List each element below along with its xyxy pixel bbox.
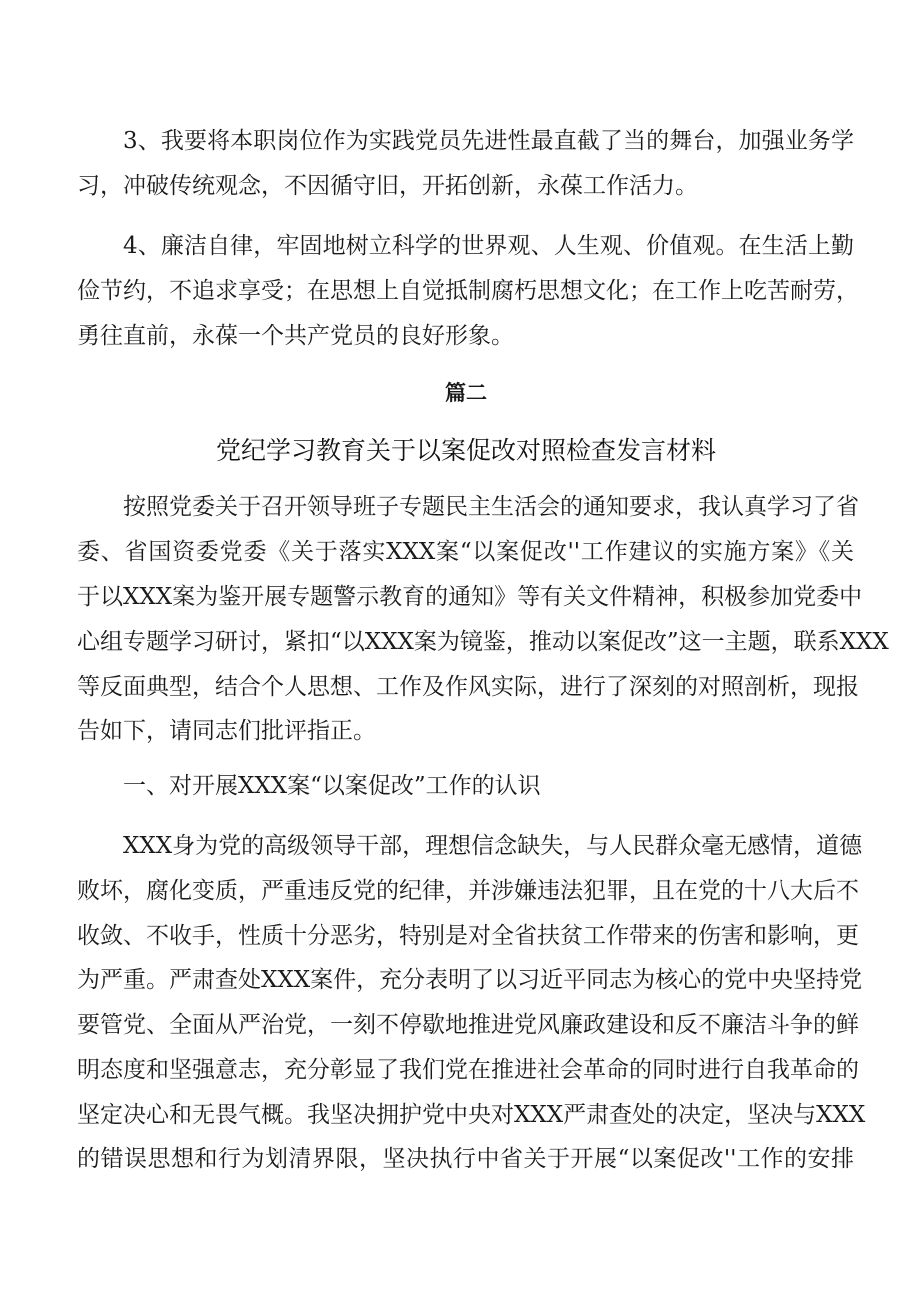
- item-3-line-1: 3、我要将本职岗位作为实践党员先进性最直截了当的舞台，加强业务学: [123, 128, 854, 154]
- body-line-6: 明态度和坚强意志，充分彰显了我们党在推进社会革命的同时进行自我革命的: [77, 1057, 859, 1083]
- intro-line-1: 按照党委关于召开领导班子专题民主生活会的通知要求，我认真学习了省: [123, 494, 859, 520]
- section-heading: 一、对开展XXX案“以案促改”工作的认识: [123, 773, 541, 799]
- item-3-line-2: 习，冲破传统观念，不因循守旧，开拓创新，永葆工作活力。: [77, 173, 698, 199]
- body-line-1: XXX身为党的高级领导干部，理想信念缺失，与人民群众毫无感情，道德: [123, 833, 863, 859]
- intro-line-2: 委、省国资委党委《关于落实XXX案“以案促改''工作建议的实施方案》《关: [77, 539, 854, 565]
- body-line-8: 的错误思想和行为划清界限，坚决执行中省关于开展“以案促改''工作的安排: [77, 1146, 854, 1172]
- part-label: 篇二: [445, 381, 487, 405]
- body-line-4: 为严重。严肃查处XXX案件，充分表明了以习近平同志为核心的党中央坚持党: [77, 967, 863, 993]
- intro-line-4: 心组专题学习研讨，紧扣“以XXX案为镜鉴，推动以案促改”这一主题，联系XXX: [77, 629, 889, 655]
- item-4-line-1: 4、廉洁自律，牢固地树立科学的世界观、人生观、价值观。在生活上勤: [123, 233, 854, 259]
- intro-line-5: 等反面典型，结合个人思想、工作及作风实际，进行了深刻的对照剖析，现报: [77, 674, 859, 700]
- body-line-2: 败坏，腐化变质，严重违反党的纪律，并涉嫌违法犯罪，且在党的十八大后不: [77, 878, 859, 904]
- body-line-3: 收敛、不收手，性质十分恶劣，特别是对全省扶贫工作带来的伤害和影响，更: [77, 923, 859, 949]
- item-4-line-3: 勇往直前，永葆一个共产党员的良好形象。: [77, 323, 514, 349]
- document-title: 党纪学习教育关于以案促改对照检查发言材料: [215, 436, 716, 465]
- body-line-7: 坚定决心和无畏气概。我坚决拥护党中央对XXX严肃查处的决定，坚决与XXX: [77, 1102, 866, 1128]
- body-line-5: 要管党、全面从严治党，一刻不停歇地推进党风廉政建设和反不廉洁斗争的鲜: [77, 1012, 859, 1038]
- item-4-line-2: 俭节约，不追求享受；在思想上自觉抵制腐朽思想文化；在工作上吃苦耐劳，: [77, 278, 859, 304]
- intro-line-6: 告如下，请同志们批评指正。: [77, 718, 376, 744]
- intro-line-3: 于以XXX案为鉴开展专题警示教育的通知》等有关文件精神，积极参加党委中: [77, 584, 863, 610]
